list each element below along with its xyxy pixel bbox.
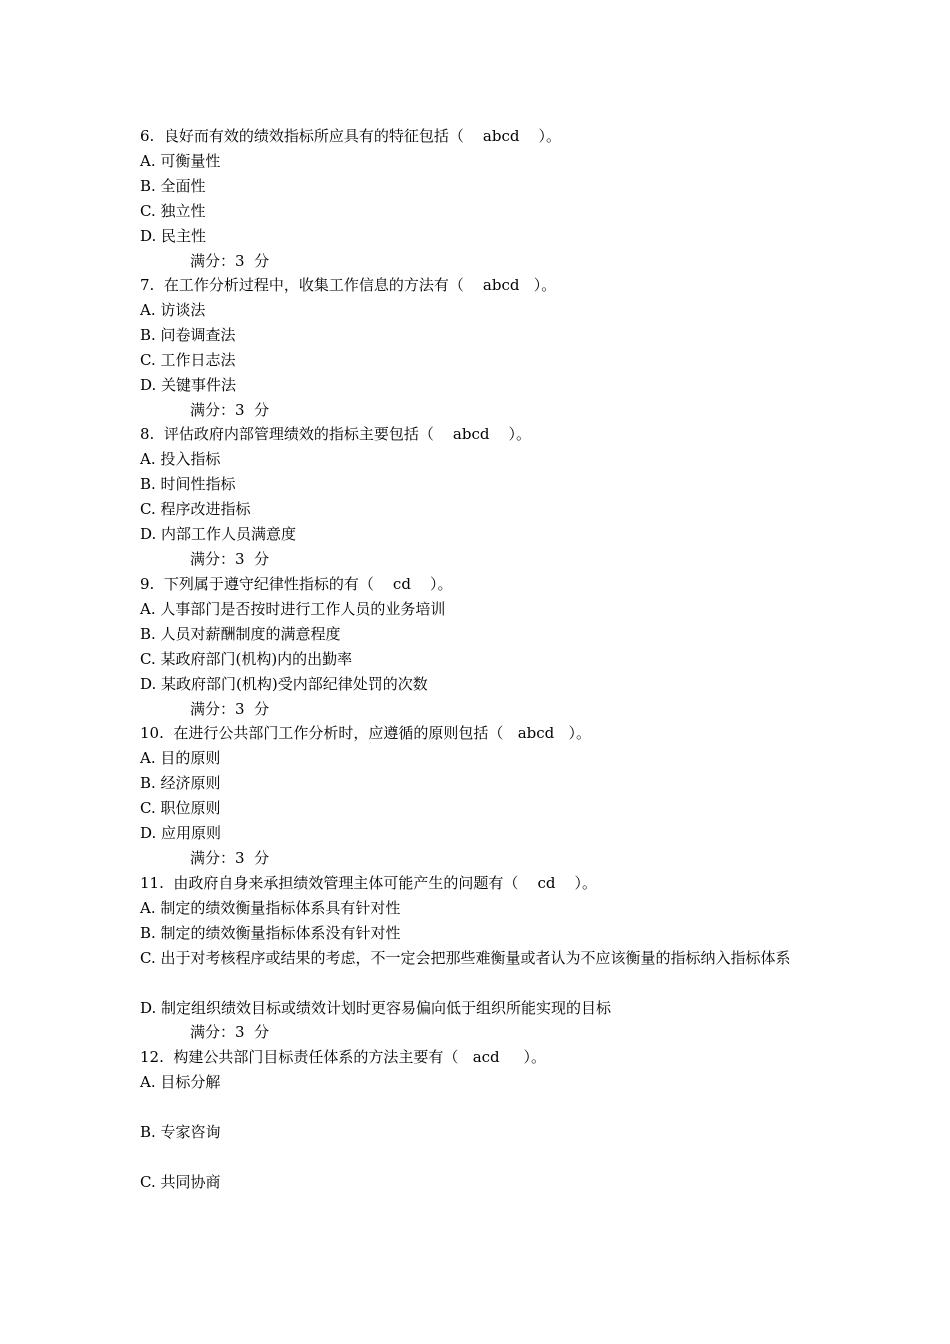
question-8-option-d: D. 内部工作人员满意度 [140,525,297,543]
question-7-option-c: C. 工作日志法 [140,351,236,369]
question-9-option-b: B. 人员对薪酬制度的满意程度 [140,625,341,643]
question-9-option-c: C. 某政府部门(机构)内的出勤率 [140,650,353,668]
question-10-option-b: B. 经济原则 [140,774,221,792]
question-10-option-a: A. 目的原则 [140,749,221,767]
question-8-option-c: C. 程序改进指标 [140,500,251,518]
question-7-option-a: A. 访谈法 [140,301,206,319]
question-7-option-b: B. 问卷调查法 [140,326,236,344]
question-9-stem: 9. 下列属于遵守纪律性指标的有（ cd ）。 [140,575,453,593]
question-10-option-c: C. 职位原则 [140,799,221,817]
question-12-option-a: A. 目标分解 [140,1073,221,1091]
question-9-option-a: A. 人事部门是否按时进行工作人员的业务培训 [140,600,446,618]
question-8-score: 满分：3 分 [190,550,270,568]
question-10-score: 满分：3 分 [190,849,270,867]
question-6-option-c: C. 独立性 [140,202,206,220]
question-12-stem: 12. 构建公共部门目标责任体系的方法主要有（ acd ）。 [140,1048,546,1066]
question-8-stem: 8. 评估政府内部管理绩效的指标主要包括（ abcd ）。 [140,425,532,443]
question-11-stem: 11. 由政府自身来承担绩效管理主体可能产生的问题有（ cd ）。 [140,874,598,892]
question-8-option-a: A. 投入指标 [140,450,221,468]
question-7-option-d: D. 关键事件法 [140,376,237,394]
question-12-option-b: B. 专家咨询 [140,1123,221,1141]
question-12-option-c: C. 共同协商 [140,1173,221,1191]
question-11-option-d: D. 制定组织绩效目标或绩效计划时更容易偏向低于组织所能实现的目标 [140,999,612,1017]
question-6-option-b: B. 全面性 [140,177,206,195]
question-10-stem: 10. 在进行公共部门工作分析时，应遵循的原则包括（ abcd ）。 [140,724,592,742]
question-10-option-d: D. 应用原则 [140,824,222,842]
question-11-score: 满分：3 分 [190,1023,270,1041]
question-11-option-a: A. 制定的绩效衡量指标体系具有针对性 [140,899,401,917]
question-7-score: 满分：3 分 [190,401,270,419]
question-9-score: 满分：3 分 [190,700,270,718]
question-8-option-b: B. 时间性指标 [140,475,236,493]
question-9-option-d: D. 某政府部门(机构)受内部纪律处罚的次数 [140,675,428,693]
question-7-stem: 7. 在工作分析过程中，收集工作信息的方法有（ abcd ）。 [140,276,557,294]
question-6-score: 满分：3 分 [190,252,270,270]
question-6-option-a: A. 可衡量性 [140,152,221,170]
question-6-option-d: D. 民主性 [140,227,207,245]
question-11-option-c: C. 出于对考核程序或结果的考虑，不一定会把那些难衡量或者认为不应该衡量的指标纳入指标体系 [140,949,791,967]
question-11-option-b: B. 制定的绩效衡量指标体系没有针对性 [140,924,401,942]
question-6-stem: 6. 良好而有效的绩效指标所应具有的特征包括（ abcd ）。 [140,127,562,145]
